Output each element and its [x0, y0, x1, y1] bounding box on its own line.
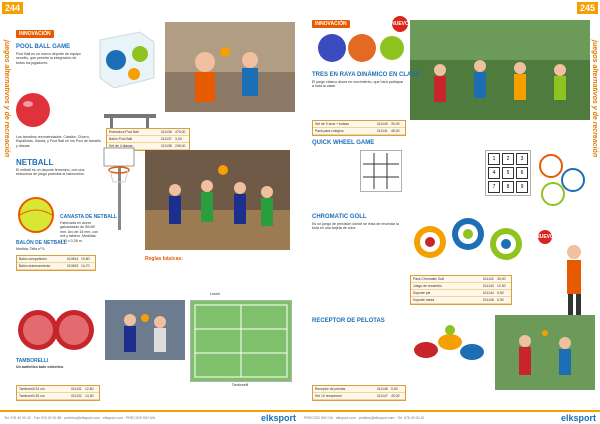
grid-cell: 2 [502, 153, 514, 165]
table-row [17, 263, 95, 270]
tamborelli-heading: TAMBORELLI [16, 358, 49, 364]
product-name: Pack para colegios [315, 129, 344, 133]
hoop-targets-photo [312, 28, 408, 68]
product-code: 010815 [67, 264, 79, 268]
product-name: Soporte mesa [413, 298, 435, 302]
netball-ball-photo [16, 195, 56, 235]
netball-game-photo [145, 150, 290, 250]
product-name: Pack Chromatic Goll [413, 277, 444, 281]
pool-ball-game-photo [165, 22, 295, 112]
pool-ball-text-2: Los tamaños recomendados: Catalán, Chorro, Españolas, Sanda, y Pool Ball en los Pool de tamaño y dianas. [16, 135, 101, 148]
grid-cell: 1 [488, 153, 500, 165]
product-name: Soporte pie [413, 291, 431, 295]
pool-ball-text: Pool Ball es un nuevo deporte de equipo sencillo, que permite la integración de todos los jugadores. [16, 52, 81, 65]
footer-contact-right: PRECIOS SIN IVA · elksport.com · pedidos@elksport.com · Tel. 976 40 00 42 [304, 416, 425, 420]
receptor-heading: RECEPTOR DE PELOTAS [312, 318, 385, 324]
page-number-left: 244 [2, 2, 23, 14]
court-caption: Tamborelli [231, 383, 249, 387]
tamborelli-photo [16, 305, 96, 355]
quick-wheel-heading: QUICK WHEEL GAME [312, 140, 375, 146]
side-title-left: juegos alternativos y de recreación [3, 40, 10, 158]
canasta-netball-text: Fabricada en acero galvanizado de 50x50 mm. Aro de 15 mm, con red y tablero. Medidas: 3,05 x 0,38 m. [60, 221, 99, 243]
hoops-children-photo [535, 150, 590, 210]
product-code: 011131 [71, 387, 82, 391]
table-row [107, 129, 189, 136]
product-price: 5,90 [497, 291, 504, 295]
tamborelli-subheading: Un auténtico bote colectivo. [16, 365, 64, 369]
balon-netball-heading: BALÓN DE NETBALL [16, 240, 67, 246]
grid-cell: 5 [502, 167, 514, 179]
product-price: 19,80 [81, 257, 90, 261]
nuevo-badge-2: NUEVO [538, 230, 552, 244]
netball-text: El netball es un deporte femenino, con una estructura de juego parecida al baloncesto. [16, 168, 85, 177]
product-price: 12,50 [497, 284, 506, 288]
product-code: 011138 [161, 144, 172, 148]
pool-ball-heading: POOL BALL GAME [16, 44, 71, 50]
table-row [17, 386, 99, 393]
canasta-netball-heading: CANASTA DE NETBALL [60, 214, 117, 220]
page-number-right: 245 [577, 2, 598, 14]
product-name: Tamborelli 24 cm [19, 387, 45, 391]
brand-logo-right: elksport [560, 413, 596, 423]
side-title-right: juegos alternativos y de recreación [591, 40, 598, 158]
footer-contact-left: Tel. 976 40 00 42 · Fax 976 40 00 88 · pedidos@elksport.com · elksport.com · PRECIOS SIN IVA [4, 416, 155, 420]
table-row [17, 256, 95, 263]
table-row [313, 121, 405, 128]
grid-cell: 3 [516, 153, 528, 165]
product-price: 5,50 [391, 387, 398, 391]
product-name: Balón entrenamiento [19, 264, 51, 268]
pool-ball-structure-photo [90, 30, 160, 90]
product-price: 14,70 [81, 264, 90, 268]
product-price: 49,00 [391, 394, 400, 398]
tres-en-raya-photo [410, 20, 590, 120]
tres-en-raya-price-table [312, 120, 406, 136]
brand-logo-left: elksport [260, 413, 296, 423]
product-name: Balón Pool Ball [109, 137, 132, 141]
table-row [313, 393, 405, 400]
product-code: 011132 [71, 394, 82, 398]
tamborelli-game-photo [105, 300, 185, 360]
court-label: Lorem [210, 292, 221, 296]
red-ball-photo [14, 90, 52, 130]
chromatic-price-table [410, 275, 512, 305]
grid-cell: 8 [502, 181, 514, 193]
product-name: Juego de recambio [413, 284, 442, 288]
tamborelli-price-table [16, 385, 100, 401]
chromatic-player-photo [556, 240, 592, 320]
tres-en-raya-heading: TRES EN RAYA DINÁMICO EN CLASE [312, 72, 420, 78]
grid-diagram-2 [485, 150, 531, 196]
product-code: 011136 [161, 130, 172, 134]
product-price: 33,00 [497, 277, 506, 281]
product-name: Tamborelli 35 cm [19, 394, 45, 398]
product-code: 011140 [377, 122, 388, 126]
product-price: 14,50 [85, 394, 94, 398]
product-price: 39,00 [391, 122, 400, 126]
product-price: 3,00 [175, 137, 182, 141]
court-diagram [190, 300, 292, 382]
grid-diagram-1 [360, 150, 402, 192]
product-code: 011137 [161, 137, 172, 141]
product-code: 011147 [377, 394, 388, 398]
chromatic-goll-heading: CHROMATIC GOLL [312, 214, 367, 220]
reglas-heading: Reglas básicas: [145, 256, 183, 262]
netball-heading: NETBALL [16, 158, 54, 167]
product-price: 475,00 [175, 130, 186, 134]
product-code: 010814 [67, 257, 79, 261]
product-code: 011145 [483, 298, 494, 302]
right-page [300, 0, 600, 424]
chromatic-goll-text: Es un juego de precisión donde se trata de encestar la bola en una tarjeta de color. [312, 222, 399, 231]
table-row [313, 128, 405, 135]
innovation-tag-left: INNOVACIÓN [16, 30, 54, 38]
table-row [313, 386, 405, 393]
table-row [411, 297, 511, 304]
grid-cell: 7 [488, 181, 500, 193]
product-code: 011144 [483, 291, 494, 295]
product-name: Set 10 receptores [315, 394, 342, 398]
grid-cell: 6 [516, 167, 528, 179]
chromatic-targets-photo [410, 212, 530, 272]
product-name: Estructura Pool Ball [109, 130, 139, 134]
product-code: 011146 [377, 387, 388, 391]
grid-cell: 4 [488, 167, 500, 179]
product-price: 12,80 [85, 387, 94, 391]
product-code: 011142 [483, 277, 494, 281]
product-name: Set de 4 dianas [109, 144, 133, 148]
product-code: 011143 [483, 284, 494, 288]
innovation-tag-right: INNOVACIÓN [312, 20, 350, 28]
table-row [411, 276, 511, 283]
table-row [411, 283, 511, 290]
nuevo-badge: NUEVO [392, 16, 408, 32]
receptor-price-table [312, 385, 406, 401]
product-code: 011141 [377, 129, 388, 133]
tres-en-raya-text: El juego clásico ahora en movimiento, que hará participar a toda la clase. [312, 80, 404, 89]
product-price: 245,00 [175, 144, 186, 148]
product-name: Set de 9 aros + bolsas [315, 122, 349, 126]
table-row [411, 290, 511, 297]
product-price: 6,90 [497, 298, 504, 302]
receptor-balls-photo [410, 320, 490, 370]
product-name: Balón competición [19, 257, 47, 261]
product-name: Receptor de pelotas [315, 387, 346, 391]
footer-right [300, 410, 600, 424]
balon-price-table [16, 255, 96, 271]
grid-cell: 9 [516, 181, 528, 193]
balon-netball-text: Medida: Talla nº 5. [16, 247, 46, 251]
product-price: 45,00 [391, 129, 400, 133]
table-row [17, 393, 99, 400]
footer-left [0, 410, 300, 424]
receptor-play-photo [495, 315, 595, 390]
